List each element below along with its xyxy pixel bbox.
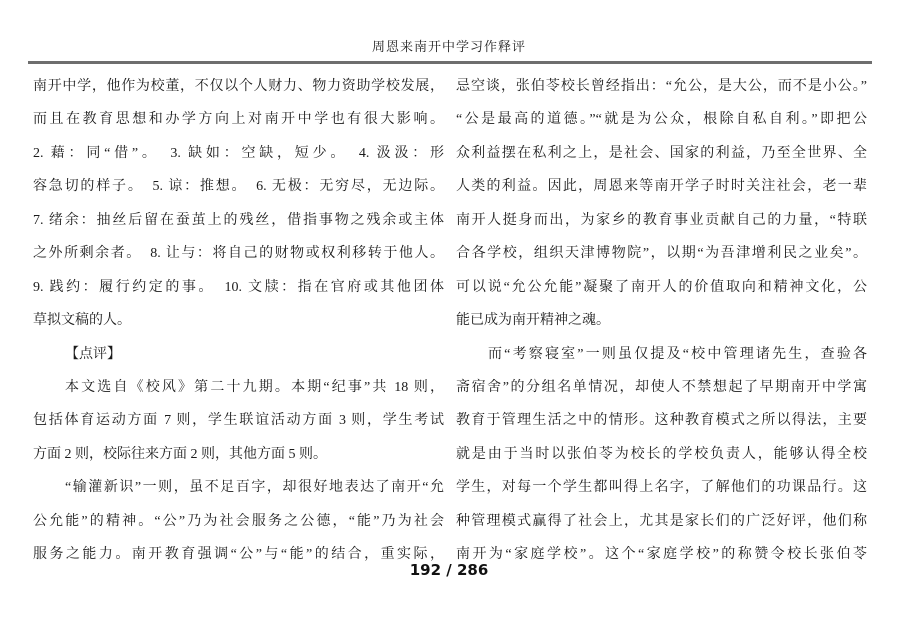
text-line: 众利益摆在私利之上，是社会、国家的利益，乃至全世界、全 [456, 145, 867, 161]
text-line: 可以说“允公允能”凝聚了南开人的价值取向和精神文化，公 [456, 279, 867, 295]
text-line: 忌空谈，张伯苓校长曾经指出：“允公，是大公，而不是小公。” [456, 79, 867, 94]
text-line: 包括体育运动方面 7 则，学生联谊活动方面 3 则，学生考试 [33, 413, 444, 429]
text-line: 公允能”的精神。“公”乃为社会服务之公德，“能”乃为社会 [33, 513, 444, 529]
right-column [456, 70, 867, 572]
text-line: 斋宿舍”的分组名单情况，却使人不禁想起了早期南开中学寓 [456, 379, 867, 395]
text-line: 教育于管理生活之中的情形。这种教育模式之所以得法，主要 [456, 413, 867, 429]
text-line: 9. 践约：履行约定的事。 10. 文牍：指在官府或其他团体 [33, 279, 444, 295]
text-line: 2. 藉：同“借”。 3. 缺如：空缺，短少。 4. 汲汲：形 [33, 145, 444, 161]
text-line: 方面 2 则，校际往来方面 2 则，其他方面 5 则。 [33, 446, 327, 462]
text-line: 草拟文稿的人。 [33, 313, 131, 329]
text-line: “公是最高的道德。”“就是为公众，根除自私自利。”即把公 [456, 112, 867, 128]
text-line: 容急切的样子。 5. 谅：推想。 6. 无极：无穷尽，无边际。 [33, 179, 444, 195]
text-line: 就是由于当时以张伯苓为校长的学校负责人，能够认得全校 [456, 446, 867, 462]
text-line: 7. 绪余：抽丝后留在蚕茧上的残丝，借指事物之残余或主体 [33, 212, 444, 228]
text-line: 而且在教育思想和办学方向上对南开中学也有很大影响。 [33, 112, 444, 128]
text-line: 南开为“家庭学校”。这个“家庭学校”的称赞令校长张伯苓 [456, 547, 867, 563]
text-line: 学生，对每一个学生都叫得上名字，了解他们的功课品行。这 [456, 480, 867, 496]
text-line: 人类的利益。因此，周恩来等南开学子时时关注社会，老一辈 [456, 179, 867, 195]
text-line: 服务之能力。南开教育强调“公”与“能”的结合，重实际， [33, 547, 444, 563]
text-line: 【点评】 [65, 346, 121, 362]
text-line: 而“考察寝室”一则虽仅提及“校中管理诸先生，查验各 [488, 346, 867, 362]
page-title: 周恩来南开中学习作释评 [371, 39, 526, 54]
text-line: 南开人挺身而出，为家乡的教育事业贡献自己的力量，“特联 [456, 212, 867, 228]
page-number: 192 / 286 [409, 561, 489, 579]
text-line: “输灌新识”一则，虽不足百字，却很好地表达了南开“允 [65, 480, 444, 496]
text-line: 本文选自《校风》第二十九期。本期“纪事”共 18 则， [65, 379, 444, 395]
header-divider-rule [28, 61, 872, 64]
text-line: 南开中学，他作为校董，不仅以个人财力、物力资助学校发展， [33, 79, 444, 94]
left-column [33, 70, 444, 572]
text-line: 之外所剩余者。 8. 让与：将自己的财物或权利移转于他人。 [33, 246, 444, 262]
text-line: 能已成为南开精神之魂。 [456, 313, 610, 329]
text-line: 合各学校，组织天津博物院”，以期“为吾津增利民之业矣”。 [456, 246, 867, 262]
text-line: 种管理模式赢得了社会上，尤其是家长们的广泛好评，他们称 [456, 513, 867, 529]
